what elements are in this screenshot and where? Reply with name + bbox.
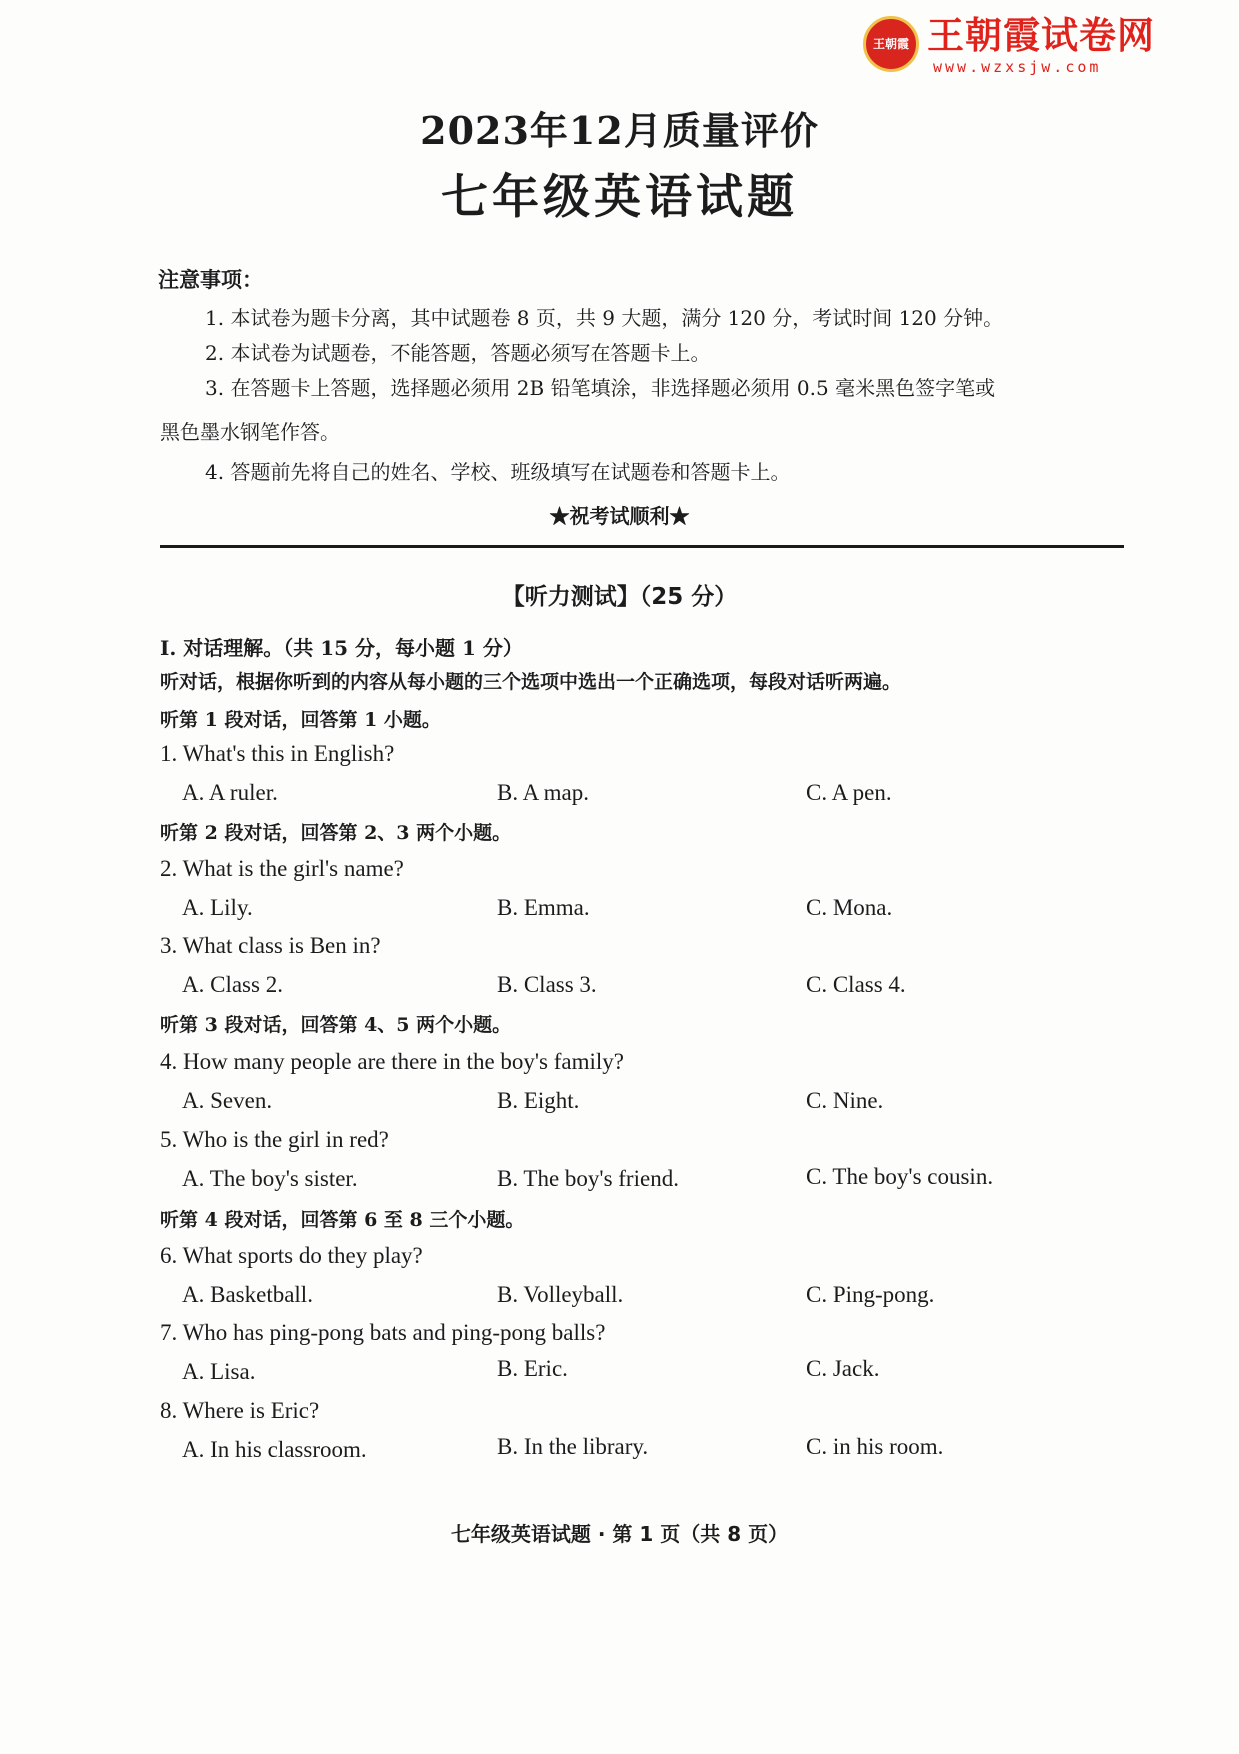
option-c: C. Mona. (806, 895, 893, 920)
note-item: 3. 在答题卡上答题，选择题必须用 2B 铅笔填涂，非选择题必须用 0.5 毫米黑色签字笔或 (205, 376, 996, 400)
question-text: 1. What's this in English? (160, 741, 395, 766)
option-b: B. In the library. (497, 1434, 649, 1459)
option-b: B. Class 3. (497, 972, 597, 997)
option-c: C. Jack. (806, 1356, 880, 1381)
seal-logo-icon: 王朝霞 (863, 16, 919, 72)
option-b: B. Eight. (497, 1088, 580, 1113)
option-b: B. A map. (497, 780, 590, 805)
option-b: B. Volleyball. (497, 1282, 624, 1307)
question-text: 4. How many people are there in the boy's family? (160, 1049, 624, 1074)
exam-title-line2: 七年级英语试题 (441, 170, 798, 225)
watermark-logo (863, 14, 1183, 74)
note-item: 2. 本试卷为试题卷，不能答题，答题必须写在答题卡上。 (205, 341, 711, 365)
option-a: A. Lily. (182, 895, 253, 920)
dialogue-intro: 听第 1 段对话，回答第 1 小题。 (160, 709, 441, 731)
page-footer: 七年级英语试题 · 第 1 页（共 8 页） (450, 1522, 789, 1546)
option-a: A. A ruler. (182, 780, 278, 805)
question-text: 5. Who is the girl in red? (160, 1127, 389, 1152)
divider (160, 545, 1124, 548)
question-text: 6. What sports do they play? (160, 1243, 423, 1268)
option-b: B. Eric. (497, 1356, 568, 1381)
section-title: 【听力测试】（25 分） (501, 584, 738, 610)
dialogue-intro: 听第 2 段对话，回答第 2、3 两个小题。 (160, 822, 512, 844)
watermark-url: www.wzxsjw.com (933, 58, 1102, 76)
note-item: 4. 答题前先将自己的姓名、学校、班级填写在试题卷和答题卡上。 (205, 460, 791, 484)
option-a: A. The boy's sister. (182, 1166, 358, 1191)
option-a: A. Class 2. (182, 972, 283, 997)
option-b: B. Emma. (497, 895, 590, 920)
option-c: C. A pen. (806, 780, 892, 805)
dialogue-intro: 听第 4 段对话，回答第 6 至 8 三个小题。 (160, 1209, 525, 1231)
option-c: C. Ping-pong. (806, 1282, 935, 1307)
instruction: 听对话，根据你听到的内容从每小题的三个选项中选出一个正确选项，每段对话听两遍。 (160, 671, 902, 693)
good-luck-wish: ★祝考试顺利★ (549, 504, 690, 528)
option-c: C. The boy's cousin. (806, 1164, 994, 1189)
option-c: C. Nine. (806, 1088, 884, 1113)
note-item: 黑色墨水钢笔作答。 (160, 420, 340, 444)
notes-heading: 注意事项： (158, 268, 263, 292)
option-c: C. Class 4. (806, 972, 906, 997)
option-a: A. Basketball. (182, 1282, 313, 1307)
option-c: C. in his room. (806, 1434, 944, 1459)
part-title: Ⅰ. 对话理解。（共 15 分，每小题 1 分） (160, 636, 523, 660)
question-text: 7. Who has ping-pong bats and ping-pong balls? (160, 1320, 606, 1345)
option-a: A. Seven. (182, 1088, 273, 1113)
question-text: 2. What is the girl's name? (160, 856, 404, 881)
option-b: B. The boy's friend. (497, 1166, 679, 1191)
note-item: 1. 本试卷为题卡分离，其中试题卷 8 页，共 9 大题，满分 120 分，考试时间 120 分钟。 (205, 306, 1004, 330)
dialogue-intro: 听第 3 段对话，回答第 4、5 两个小题。 (160, 1014, 512, 1036)
option-a: A. In his classroom. (182, 1437, 367, 1462)
exam-title-line1: 2023年12月质量评价 (420, 108, 819, 153)
watermark-title: 王朝霞试卷网 (927, 14, 1155, 57)
option-a: A. Lisa. (182, 1359, 256, 1384)
question-text: 3. What class is Ben in? (160, 933, 381, 958)
question-text: 8. Where is Eric? (160, 1398, 320, 1423)
